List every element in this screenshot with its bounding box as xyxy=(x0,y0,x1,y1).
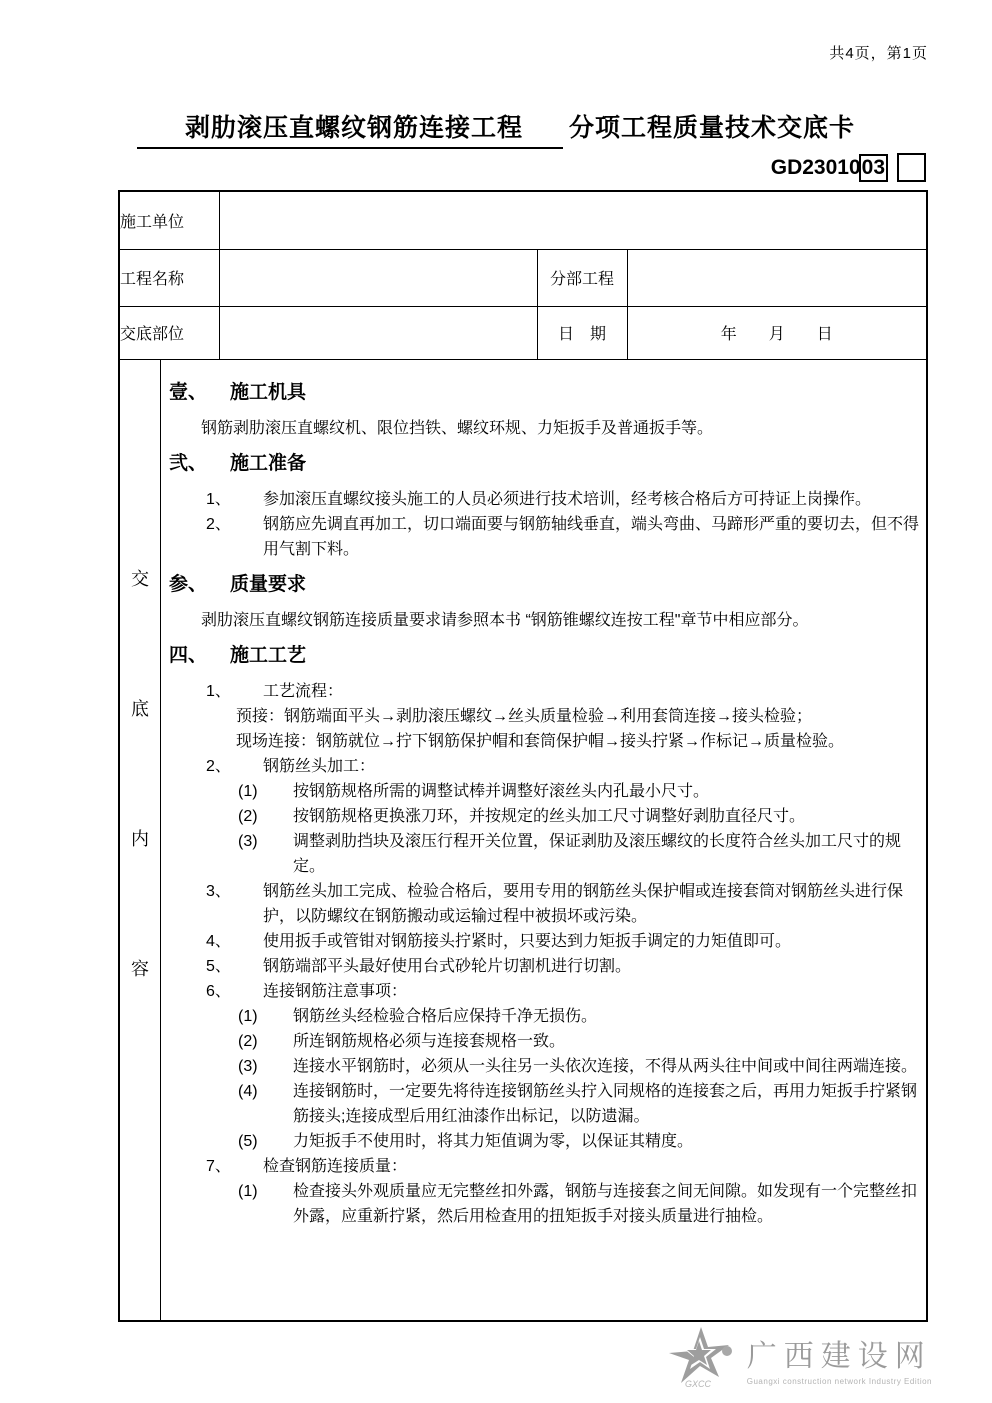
line-text: 施工机具 xyxy=(230,381,307,403)
line-number: (4) xyxy=(238,1082,258,1100)
project-name-value xyxy=(219,249,537,306)
content-line xyxy=(161,1179,920,1229)
content-lines xyxy=(161,360,926,1320)
line-number: 7、 xyxy=(206,1157,231,1175)
subproject-value xyxy=(627,249,927,306)
content-line xyxy=(161,642,920,669)
line-text: 钢筋剥肋滚压直螺纹机、限位挡铁、螺纹环规、力矩扳手及普通扳手等。 xyxy=(201,419,714,437)
content-line xyxy=(161,754,920,779)
subproject-label: 分部工程 xyxy=(537,249,627,306)
title-rest-part: 分项工程质量技术交底卡 xyxy=(569,114,856,142)
line-text: 施工准备 xyxy=(230,452,307,474)
line-number: (2) xyxy=(238,1032,258,1050)
doc-code-empty-box xyxy=(897,153,926,182)
content-line xyxy=(161,1054,920,1079)
document-code xyxy=(771,153,926,182)
content-line xyxy=(161,804,920,829)
line-text: 检查接头外观质量应无完整丝扣外露，钢筋与连接套之间无间隙。如发现有一个完整丝扣外露，应重新拧紧，然后用检查用的扭矩扳手对接头质量进行抽检。 xyxy=(293,1182,918,1225)
watermark xyxy=(663,1325,932,1391)
line-text: 施工工艺 xyxy=(230,644,307,666)
content-line xyxy=(161,1154,920,1179)
line-number: 2、 xyxy=(206,757,231,775)
line-text: 钢筋端部平头最好使用台式砂轮片切割机进行切割。 xyxy=(263,957,632,975)
line-number: (3) xyxy=(238,832,258,850)
star-logo-icon xyxy=(663,1325,737,1391)
line-number: (2) xyxy=(238,807,258,825)
content-line xyxy=(161,679,920,704)
info-table xyxy=(118,190,928,1322)
line-number: 5、 xyxy=(206,957,231,975)
line-number: 1、 xyxy=(206,682,231,700)
content-line xyxy=(161,954,920,979)
line-text: 检查钢筋连接质量： xyxy=(263,1157,408,1175)
content-line xyxy=(161,379,920,406)
line-number: (1) xyxy=(238,1007,258,1025)
line-number: 4、 xyxy=(206,932,231,950)
content-line xyxy=(161,979,920,1004)
disclosure-part-value xyxy=(219,306,537,359)
line-text: 参加滚压直螺纹接头施工的人员必须进行技术培训，经考核合格后方可持证上岗操作。 xyxy=(263,490,872,508)
document-title xyxy=(0,108,992,149)
table-row xyxy=(119,249,927,306)
content-line xyxy=(161,1129,920,1154)
table-row xyxy=(119,191,927,249)
date-label: 日 期 xyxy=(537,306,627,359)
line-text: 使用扳手或管钳对钢筋接头拧紧时，只要达到力矩扳手调定的力矩值即可。 xyxy=(263,932,792,950)
construction-unit-value xyxy=(219,191,927,249)
line-text: 工艺流程： xyxy=(263,682,344,700)
line-number: (1) xyxy=(238,1182,258,1200)
table-row xyxy=(119,359,927,1321)
line-text: 现场连接：钢筋就位→拧下钢筋保护帽和套筒保护帽→接头拧紧→作标记→质量检验。 xyxy=(236,732,845,750)
line-text: 所连钢筋规格必须与连接套规格一致。 xyxy=(293,1032,566,1050)
vertical-label-char: 交 xyxy=(131,568,149,589)
line-text: 钢筋丝头经检验合格后应保持千净无损伤。 xyxy=(293,1007,598,1025)
date-value: 年 月 日 xyxy=(627,306,927,359)
vertical-label-char: 底 xyxy=(131,698,149,719)
line-number: 参、 xyxy=(169,573,208,595)
line-text: 质量要求 xyxy=(230,573,307,595)
content-row xyxy=(120,360,926,1320)
content-line xyxy=(161,512,920,562)
content-line xyxy=(161,416,920,441)
line-text: 钢筋丝头加工： xyxy=(263,757,376,775)
line-text: 预接：钢筋端面平头→剥肋滚压螺纹→丝头质量检验→利用套筒连接→接头检验； xyxy=(236,707,813,725)
content-line xyxy=(161,450,920,477)
disclosure-content-vertical-label xyxy=(120,360,161,1320)
content-line xyxy=(161,779,920,804)
line-number: 1、 xyxy=(206,490,231,508)
line-text: 按钢筋规格所需的调整试棒并调整好滚丝头内孔最小尺寸。 xyxy=(293,782,710,800)
line-number: 四、 xyxy=(169,644,208,666)
vertical-label-char: 内 xyxy=(131,828,149,849)
content-line xyxy=(161,1004,920,1029)
content-line xyxy=(161,1079,920,1129)
content-line xyxy=(161,704,920,729)
title-underlined-part: 剥肋滚压直螺纹钢筋连接工程 xyxy=(137,108,563,149)
svg-text:GXCC: GXCC xyxy=(684,1379,711,1389)
project-name-label: 工程名称 xyxy=(119,249,219,306)
line-number: 6、 xyxy=(206,982,231,1000)
watermark-site-name: 广西建设网 xyxy=(746,1339,932,1373)
line-text: 按钢筋规格更换涨刀环，并按规定的丝头加工尺寸调整好剥肋直径尺寸。 xyxy=(293,807,806,825)
line-number: 3、 xyxy=(206,882,231,900)
disclosure-part-label: 交底部位 xyxy=(119,306,219,359)
line-number: (5) xyxy=(238,1132,258,1150)
line-number: 壹、 xyxy=(169,381,208,403)
line-text: 力矩扳手不使用时，将其力矩值调为零，以保证其精度。 xyxy=(293,1132,694,1150)
content-line xyxy=(161,829,920,879)
line-text: 钢筋丝头加工完成、检验合格后，要用专用的钢筋丝头保护帽或连接套筒对钢筋丝头进行保护，以防螺纹在钢筋搬动或运输过程中被损坏或污染。 xyxy=(263,882,904,925)
content-line xyxy=(161,1029,920,1054)
doc-code-boxed-digits: 03 xyxy=(859,154,888,182)
line-text: 调整剥肋挡块及滚压行程开关位置，保证剥肋及滚压螺纹的长度符合丝头加工尺寸的规定。 xyxy=(293,832,902,875)
page-number: 共4页，第1页 xyxy=(829,45,928,62)
content-line xyxy=(161,879,920,929)
line-text: 连接钢筋时，一定要先将待连接钢筋丝头拧入同规格的连接套之后，再用力矩扳手拧紧钢筋接头;连接成型后用红油漆作出标记，以防遗漏。 xyxy=(293,1082,918,1125)
content-line xyxy=(161,487,920,512)
line-text: 连接水平钢筋时，必须从一头往另一头依次连接，不得从两头往中间或中间往两端连接。 xyxy=(293,1057,918,1075)
content-line xyxy=(161,929,920,954)
watermark-caption: Guangxi construction network Industry Edition xyxy=(746,1376,932,1386)
construction-unit-label: 施工单位 xyxy=(119,191,219,249)
line-text: 剥肋滚压直螺纹钢筋连接质量要求请参照本书 “钢筋锥螺纹连按工程"章节中相应部分。 xyxy=(201,611,809,629)
watermark-text xyxy=(747,1331,932,1386)
line-number: (3) xyxy=(238,1057,258,1075)
content-line xyxy=(161,729,920,754)
table-row xyxy=(119,306,927,359)
vertical-label-char: 容 xyxy=(131,958,149,979)
line-number: 弐、 xyxy=(169,452,208,474)
line-number: (1) xyxy=(238,782,258,800)
content-cell xyxy=(119,359,927,1321)
line-text: 连接钢筋注意事项： xyxy=(263,982,408,1000)
content-line xyxy=(161,608,920,633)
line-text: 钢筋应先调直再加工，切口端面要与钢筋轴线垂直，端头弯曲、马蹄形严重的要切去，但不得用气割下料。 xyxy=(263,515,920,558)
content-line xyxy=(161,571,920,598)
line-number: 2、 xyxy=(206,515,231,533)
doc-code-prefix: GD23010 xyxy=(770,155,861,179)
